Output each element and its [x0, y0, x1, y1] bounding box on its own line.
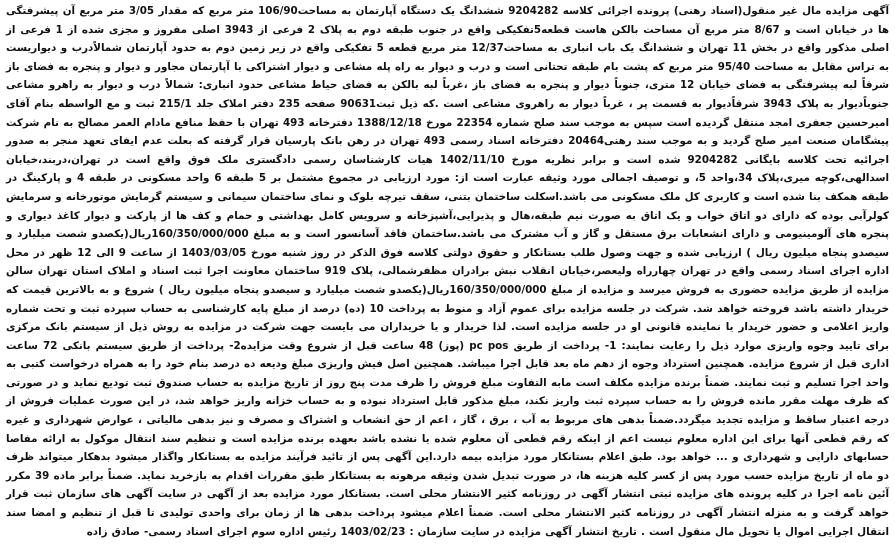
auction-notice-text: آگهی مزایده مال غیر منقول(اسناد رهنی) پرونده اجرائی کلاسه 9204282 ششدانگ یک دستگاه آپارتمان به مساحت106/90 متر مربع که مقدار 3/05 متر مربع آن پیشرفتگی ها در خیابان است و 8/67 متر مربع آن مساحت بالکن هاست قطعه5تفکیکی واقع در جنوب طبقه دوم به پلاک 2 فرعی از 3943 اصلی مفروز و مجزی شده از 1 فرعی از اصلی مذکور واقع در بخش 11 تهران و ششدانگ یک باب انباری به مساحت12/37 متر مربع قطعه 5 تفکیکی واقع در زیر زمین دوم به حدود آپارتمان شمالاًدرب و دیواریست به تراس مقابل به مساحت 95/40 متر مربع که پشت بام طبقه تحتانی است و درب و دیوار به راه پله مشاعی و دیوار اشتراکی با آپارتمان مجاور و دیوار و پنجره به فضای باز شرقاً لبه پیشرفتگی به فضای خیابان 12 متری، جنوباً دیوار و پنجره به فضای باز ،غرباً لبه بالکن به فضای حیاط مشاعی حدود انباری: شمالاً درب و دیوار به راهرو مشاعی جنوباًدیوار به پلاک 3943 شرقاًدیوار به قسمت پر ، غرباً دیوار به راهروی مشاعی است .که ذیل ثبت90631 صفحه 235 دفتر املاک جلد 215/1 ثبت و مع الواسطه بنام آقای امیرحسین جعفری امجد منتقل گردیده است سپس به موجب سند صلح شماره 22354 مورخ 1388/12/18 دفترخانه 493 تهران با حفظ منافع مادام العمر مصالح به نام شرکت پیشگامان صنعت امیر صلح گردید و به موجب سند رهنی20464 دفترخانه اسناد رسمی 493 تهران در رهن بانک پارسیان قرار گرفته که بعلت عدم ایفای تعهد منجر به صدور اجرائیه تحت کلاسه بایگانی 9204282 شده است و برابر نظریه مورخ 1402/11/10 هیات کارشناسان رسمی دادگستری ملک فوق واقع است در تهران،دربند،خیابان اسدالهی،کوچه میری،پلاک 34،واحد 5، و توصیف اجمالی مورد وثیقه عبارت است از: مورد ارزیابی در مجموع مشتمل بر 5 طبقه 6 واحد مسکونی در طبقه 4 و پارکینگ در طبقه همکف بنا شده است و کاربری کل ملک مسکونی می باشد.اسکلت ساختمان بتنی، سقف تیرچه بلوک و نمای ساختمان سیمانی و سیستم گرمایش موتورخانه و سرمایش کولرآبی بوده که دارای دو اتاق خواب و یک اتاق به صورت نیم طبقه،هال و پذیرایی،آشپزخانه و سرویس کامل بهداشتی و حمام و کف ها از پارکت و دیوار کاغذ دیواری و پنجره های آلومینیومی و دارای انشعابات برق مستقل و گاز و آب مشترک می باشد.ساختمان فاقد آسانسور است و به مبلغ 160/350/000/000ریال(یکصدو شصت میلیارد و سیصدو پنجاه میلیون ریال ) ارزیابی شده و جهت وصول طلب بستانکار و حقوق دولتی کلاسه فوق الذکر در روز شنبه مورخ 1403/03/05 از ساعت 9 الی 12 ظهر در محل اداره اجرای اسناد رسمی واقع در تهران چهارراه ولیعصر،خیابان انقلاب نبش برادران مظفرشمالی، پلاک 919 ساختمان معاونت اجرا ثبت اسناد و املاک استان تهران سالن مزایده از طریق مزایده حضوری به فروش میرسد و مزایده از مبلغ 160/350/000/000ریال(یکصدو شصت میلیارد و سیصدو پنجاه میلیون ریال ) شروع و به بالاترین قیمت که خریدار داشته باشد فروخته خواهد شد. شرکت در جلسه مزایده برای عموم آزاد و منوط به پرداخت 10 (ده) درصد از مبلغ پایه کارشناسی به حساب سپرده ثبت و تحت شماره واریز اعلامی و حضور خریدار یا نماینده قانونی او در جلسه مزایده است. لذا خریدار و یا خریداران می بایست جهت شرکت در مزایده به روش ذیل از سیستم بانک مرکزی برای تایید وجوه واریزی موارد ذیل را رعایت نمایند: 1- پرداخت از طریق pc pos (پوز) 48 ساعت قبل از شروع وقت مزایده2- پرداخت از طریق سیستم بانکی 72 ساعت اداری قبل از شروع مزایده. همچنین استرداد وجوه از دهم ماه بعد قابل اجرا میباشد. همچنین اصل فیش واریزی مبلغ ودیعه ده درصد بنام خود را به همراه درخواست کتبی به واحد اجرا تسلیم و ثبت نمایند. ضمناً برنده مزایده مکلف است مابه التفاوت مبلغ فروش را ظرف مدت پنج روز از تاریخ مزایده به حساب صندوق ثبت تودیع نماید و در صورتی که ظرف مهلت مقرر مانده فروش را به حساب سپرده ثبت واریز نکند، مبلغ مذکور قابل استرداد نبوده و به حساب خزانه واریز خواهد شد، در این صورت عملیات فروش از درجه اعتبار ساقط و مزایده تجدید میگردد.ضمناً بدهی های مربوط به آب ، برق ، گاز ، اعم از حق انشعاب و اشتراک و مصرف و نیز بدهی مالیاتی ، عوارض شهرداری و غیره که رقم قطعی آنها برای این اداره معلوم نیست اعم از اینکه رقم قطعی آن معلوم شده یا نشده باشد بعهده برنده مزایده است و تنظیم سند انتقال موکول به ارائه مفاصا حسابهای دارایی و شهرداری و ... خواهد بود. طبق اعلام بستانکار مورد مزایده بیمه دارد.این آگهی پس از تائید فرآیند مزایده به بستانکار واگذار میشود بدهکار میتواند ظرف دو ماه از تاریخ مزایده حسب مورد پس از کسر کلیه هزینه ها، در صورت تبدیل شدن وثیقه مرهونه به بستانکار طبق مقررات اقدام به بازخرید نماید. ضمناً برابر ماده 39 مکرر آئین نامه اجرا در کلیه پرونده های مزایده ثبتی انتشار آگهی در روزنامه کثیر الانتشار محلی است. بستانکار مورد مزایده بعد از آگهی در سایت آگهی های سازمان ثبت قرار خواهد گرفت و به منزله انتشار آگهی در روزنامه کثیر الانتشار محلی است. ضمناً اعلام میشود پرداخت بدهی ها از زمان برای واحدی تولیدی تا قبل از تنظیم و امضا سند انتقال اجرایی اموال یا تحویل مال منقول است . تاریخ انتشار آگهی مزایده در سایت سازمان : 1403/02/23 رئیس اداره سوم اجرای اسناد رسمی- صادق زاده	[6, 5, 890, 538]
